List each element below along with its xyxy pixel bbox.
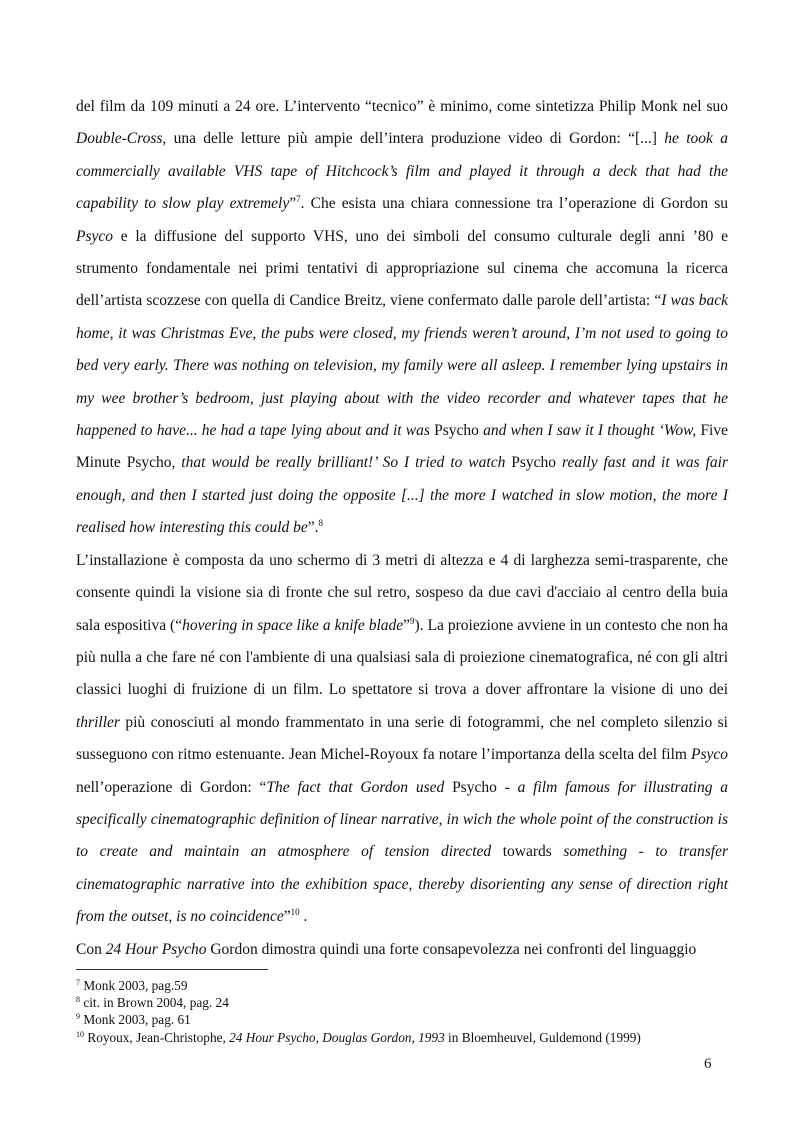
text-run: ”. <box>307 519 319 537</box>
italic-run: thriller <box>76 713 120 731</box>
italic-run: Psyco <box>76 227 114 245</box>
italic-run: - a film famous for illustrating a specifically cinematographic definition of linear narrative, in wich the whole point of the construction is to create and maintain an atmosphere of tension directed <box>76 778 728 861</box>
footnote-number: 8 <box>76 995 80 1005</box>
text-run: Gordon dimostra quindi una forte consapevolezza nei confronti del linguaggio <box>206 940 697 958</box>
text-run: Con <box>76 940 106 958</box>
text-run: e la diffusione del supporto VHS, uno dei simboli del consumo culturale degli anni ’80 e strumento fondamentale nei primi tentativi di appropriazione sul cinema che accomuna la ricerca dell’artista scozzese con quella di Candice Breitz, viene confermato dalle parole dell’artista: “ <box>76 227 728 310</box>
paragraph-2 <box>76 545 728 934</box>
paragraph-3 <box>76 934 728 966</box>
text-run: più conosciuti al mondo frammentato in una serie di fotogrammi, che nel completo silenzio si susseguono con ritmo estenuante. Jean Michel-Royoux fa notare l’importanza della scelta del film <box>76 713 728 764</box>
text-run: . Che esista una chiara connessione tra l’operazione di Gordon su <box>300 195 728 213</box>
footnote-number: 9 <box>76 1012 80 1022</box>
footnote-ref[interactable]: 9 <box>410 615 415 626</box>
italic-run: Double-Cross <box>76 130 163 148</box>
italic-run: hovering in space like a knife blade <box>182 616 404 634</box>
text-run: Psycho <box>511 454 557 472</box>
footnote-text: in Bloemheuvel, Guldemond (1999) <box>444 1029 641 1045</box>
footnote-10 <box>76 1029 736 1046</box>
footnote-7 <box>76 977 736 994</box>
text-run: Five Minute Psycho <box>76 422 728 472</box>
italic-run: something - to transfer cinematographic narrative into the exhibition space, thereby disorienting any sense of direction right from the outset, is no coincidence <box>76 843 729 926</box>
italic-run: 24 Hour Psycho <box>105 940 207 958</box>
text-run: ” <box>403 616 411 634</box>
body-text <box>76 91 728 966</box>
italic-run: The fact that Gordon used <box>266 778 453 796</box>
footnote-text: Monk 2003, pag.59 <box>80 978 188 993</box>
footnote-ref[interactable]: 8 <box>318 518 324 529</box>
footnote-italic: 24 Hour Psycho, Douglas Gordon, 1993 <box>229 1029 445 1045</box>
text-run: ” <box>283 908 291 926</box>
footnote-text: cit. in Brown 2004, pag. 24 <box>80 995 229 1011</box>
page-number: 6 <box>704 1056 712 1072</box>
italic-run: really fast and it was fair enough, and then I started just doing the opposite [...] the more I watched in slow motion, the more I realised how interesting this could be <box>76 454 728 537</box>
footnote-9 <box>76 1011 736 1028</box>
footnote-separator <box>76 969 268 970</box>
footnote-text: Royoux, Jean-Christophe, <box>84 1029 230 1045</box>
footnote-number: 7 <box>76 978 80 987</box>
text-run: . <box>299 908 308 926</box>
text-run: Psycho <box>452 778 497 796</box>
italic-run: , that would be really brilliant!’ So I tried to watch <box>171 454 512 472</box>
text-run: nell’operazione di Gordon: “ <box>76 778 267 796</box>
footnote-ref[interactable]: 7 <box>296 194 301 205</box>
italic-run: he took a commercially available VHS tape of Hitchcock’s film and played it through a deck that had the capability to slow play extremely <box>76 130 728 213</box>
italic-run: and when I saw it I thought ‘Wow, <box>478 422 701 440</box>
text-run: Psycho <box>434 422 479 440</box>
footnote-number: 10 <box>76 1029 84 1039</box>
text-run: ” <box>289 195 297 213</box>
italic-run: I was back home, it was Christmas Eve, the pubs were closed, my friends weren’t around, I’m not used to going to bed very early. There was nothing on television, my family were all asleep. I remember lying upstairs in my wee brother’s bedroom, just playing about with the video recorder and whatever tapes that he happened to have... he had a tape lying about and it was <box>76 292 728 440</box>
footnote-8 <box>76 994 736 1011</box>
text-run: del film da 109 minuti a 24 ore. L’intervento “tecnico” è minimo, come sintetizza Philip Monk nel suo <box>76 98 728 115</box>
italic-run: Psyco <box>690 746 728 764</box>
text-run: towards <box>502 843 552 861</box>
footnote-ref[interactable]: 10 <box>290 907 300 918</box>
paragraph-1 <box>76 91 728 545</box>
text-run: L’installazione è composta da uno schermo di 3 metri di altezza e 4 di larghezza semi-trasparente, che consente quindi la visione sia di fronte che sul retro, sospeso da due cavi d'acciaio al centro della buia sala espositiva (“ <box>76 551 728 634</box>
text-run: ). La proiezione avviene in un contesto che non ha più nulla a che fare né con l'ambiente di una qualsiasi sala di proiezione cinematografica, né con gli altri classici luoghi di fruizione di un film. Lo spettatore si trova a dover affrontare la visione di uno dei <box>76 616 728 699</box>
text-run: , una delle letture più ampie dell’intera produzione video di Gordon: “[...] <box>162 130 665 148</box>
footnote-text: Monk 2003, pag. 61 <box>80 1012 191 1028</box>
footnotes <box>76 977 736 1046</box>
